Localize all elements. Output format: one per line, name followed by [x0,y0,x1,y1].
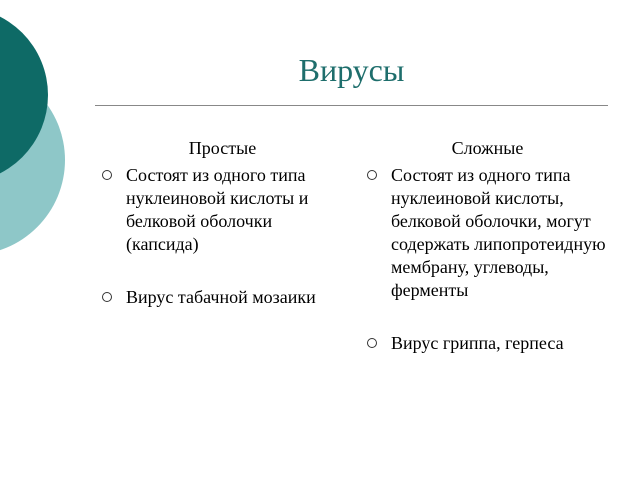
list-simple [100,164,345,309]
title-divider [95,105,608,106]
column-simple [100,138,345,309]
slide-title: Вирусы [298,52,405,88]
bullet-circle-icon [102,292,112,302]
column-complex [365,138,610,355]
list-complex [365,164,610,355]
list-item-text: Вирус гриппа, герпеса [391,333,564,353]
list-item [365,332,610,355]
list-item-text: Состоят из одного типа нуклеиновой кислоты и белковой оболочки (капсида) [126,165,309,254]
bullet-circle-icon [102,170,112,180]
column-heading-simple: Простые [188,138,257,158]
list-item [100,164,345,256]
column-heading-complex: Сложные [451,138,524,158]
bullet-circle-icon [367,170,377,180]
list-item [100,286,345,309]
list-item-text: Вирус табачной мозаики [126,287,316,307]
list-item [365,164,610,302]
list-item-text: Состоят из одного типа нуклеиновой кислоты, белковой оболочки, могут содержать липопротеидную мембрану, углеводы, ферменты [391,165,606,300]
bullet-circle-icon [367,338,377,348]
